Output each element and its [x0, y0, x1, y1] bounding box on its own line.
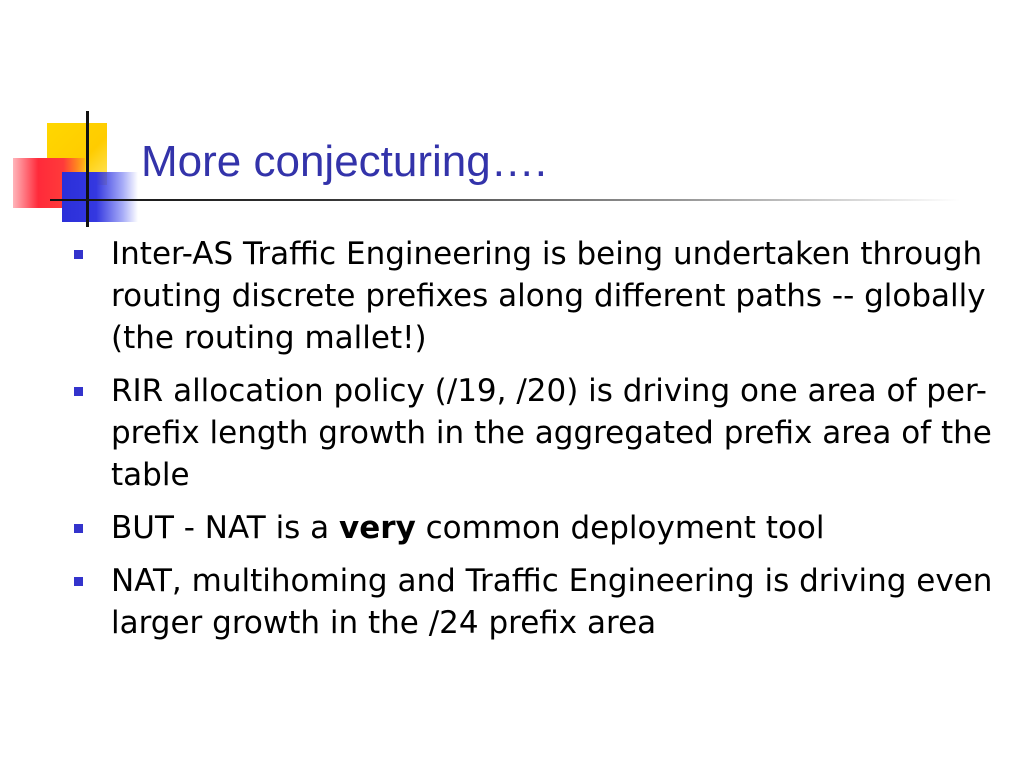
bullet-text-before: BUT - NAT is a	[111, 510, 340, 546]
logo-vertical-line	[86, 111, 89, 227]
bullet-item	[72, 370, 1012, 496]
bullet-text-emphasis: very	[339, 510, 416, 546]
bullet-item	[72, 507, 1012, 549]
logo-blue-square	[62, 172, 138, 222]
bullet-item	[72, 233, 1012, 359]
square-bullet-icon	[74, 250, 83, 259]
bullet-text-after: common deployment tool	[415, 510, 825, 546]
slide-title: More conjecturing….	[141, 137, 547, 186]
square-bullet-icon	[74, 524, 83, 533]
bullet-text: Inter-AS Traffic Engineering is being undertaken through routing discrete prefixes along different paths -- globally (the routing mallet!)	[111, 236, 986, 356]
square-bullet-icon	[74, 387, 83, 396]
colored-squares-logo-icon	[0, 0, 160, 240]
square-bullet-icon	[74, 577, 83, 586]
bullet-item	[72, 560, 1012, 644]
bullet-list	[72, 233, 1012, 655]
bullet-text: RIR allocation policy (/19, /20) is driving one area of per-prefix length growth in the aggregated prefix area of the table	[111, 373, 992, 493]
bullet-text: NAT, multihoming and Traffic Engineering is driving even larger growth in the /24 prefix area	[111, 563, 993, 641]
title-underline	[50, 199, 960, 201]
